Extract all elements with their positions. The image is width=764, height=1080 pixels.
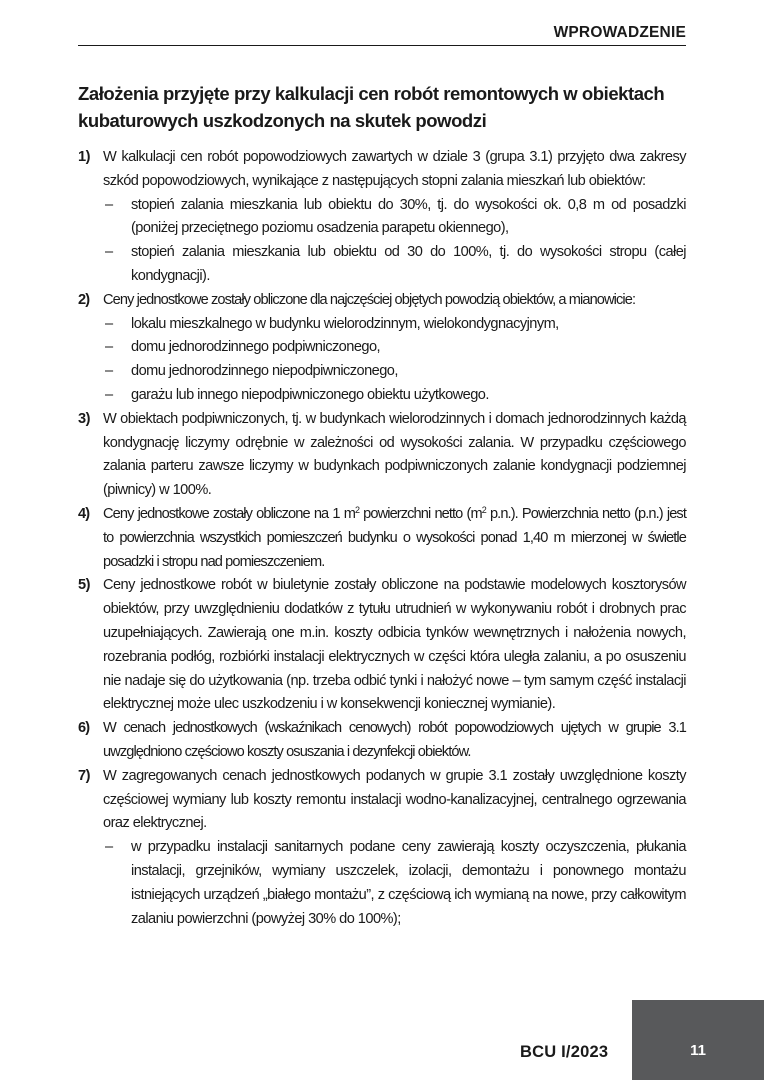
sub-item (78, 336, 686, 360)
item-number: 5) (78, 577, 90, 594)
item-number: 6) (78, 720, 90, 737)
page-number-box (632, 1000, 764, 1080)
sub-item-text: stopień zalania mieszkania lub obiektu od 30 do 100%, tj. do wysokości stropu (całej kondygnacji). (131, 244, 686, 284)
sub-item (78, 360, 686, 384)
dash-bullet: – (105, 339, 113, 356)
superscript: 2 (481, 504, 486, 515)
item-text: W kalkulacji cen robót popowodziowych zawartych w dziale 3 (grupa 3.1) przyjęto dwa zakresy szkód popowodziowych, wynikające z następujących stopni zalania mieszkań lub obiektów: (103, 149, 686, 189)
item-text: Ceny jednostkowe zostały obliczone dla najczęściej objętych powodzią obiektów, a mianowicie: (103, 291, 636, 308)
list-item-5 (78, 574, 686, 717)
content-list (78, 146, 686, 931)
sub-item-text: domu jednorodzinnego niepodpiwniczonego, (131, 363, 398, 380)
sub-item (78, 194, 686, 242)
item-number: 7) (78, 767, 90, 784)
list-item-2 (78, 289, 686, 313)
dash-bullet: – (105, 363, 113, 380)
list-item-3 (78, 408, 686, 503)
dash-bullet: – (105, 244, 113, 261)
item-text: W obiektach podpiwniczonych, tj. w budynkach wielorodzinnych i domach jednorodzinnych każdą kondygnację liczymy odrębnie w zależności od wysokości zalania. W przypadku częściowego zalania parteru zawsze liczymy w budynkach podpiwniczonych zalanie kondygnacji podziemnej (piwnicy) w 100%. (103, 410, 686, 499)
sub-item-text: garażu lub innego niepodpiwniczonego obiektu użytkowego. (131, 386, 489, 403)
item-number: 4) (78, 505, 90, 522)
item-text (103, 503, 686, 574)
list-item-4 (78, 503, 686, 574)
list-item-1 (78, 146, 686, 194)
item-text: W cenach jednostkowych (wskaźnikach cenowych) robót popowodziowych ujętych w grupie 3.1 uwzględniono częściowo koszty osuszania i dezynfekcji obiektów. (103, 720, 686, 760)
item-number: 3) (78, 410, 90, 427)
item-number: 1) (78, 149, 90, 165)
list-item-7 (78, 765, 686, 836)
sub-item (78, 384, 686, 408)
sub-item (78, 241, 686, 289)
item-text-part: p.n.). Powierzchnia netto (p.n.) jest to powierzchnia wszystkich pomieszczeń budynku o wysokości ponad 1,40 m mierzonej w świetle posadzki i stropu nad pomieszczeniem. (103, 505, 686, 570)
dash-bullet: – (105, 196, 113, 213)
list-item-6 (78, 717, 686, 765)
item-text: Ceny jednostkowe robót w biuletynie zostały obliczone na podstawie modelowych kosztorysów obiektów, przy uwzględnieniu dodatków z tytułu utrudnień w wykonywaniu robót i drobnych prac uzupełniających. Zawierają one m.in. koszty odbicia tynków wewnętrznych i nałożenia nowych, rozebrania podłóg, rozbiórki instalacji elektrycznych w części która uległa zalaniu, a po osuszeniu nie nadaje się do użytkowania (np. trzeba odbić tynki i nałożyć nowe – tym samym część instalacji elektrycznej może ulec uszkodzeniu i w konsekwencji koniecznej wymianie). (103, 577, 686, 713)
sub-item (78, 313, 686, 337)
item-number: 2) (78, 291, 90, 308)
header-rule (78, 45, 686, 46)
sub-item-text: domu jednorodzinnego podpiwniczonego, (131, 339, 381, 356)
sub-item-text: w przypadku instalacji sanitarnych podane ceny zawierają koszty oczyszczenia, płukania instalacji, grzejników, wymiany uszczelek, izolacji, demontażu i ponownego montażu istniejących urządzeń „białego montażu”, z częściową ich wymianą na nowe, przy całkowitym zalaniu powierzchni (powyżej 30% do 100%); (131, 839, 686, 927)
publication-label: BCU I/2023 (520, 1043, 609, 1061)
sub-item (78, 836, 686, 931)
page-number: 11 (690, 1042, 706, 1059)
dash-bullet: – (105, 315, 113, 332)
superscript: 2 (354, 504, 360, 515)
dash-bullet: – (105, 839, 113, 856)
item-text: W zagregowanych cenach jednostkowych podanych w grupie 3.1 zostały uwzględnione koszty częściowej wymiany lub koszty remontu instalacji wodno-kanalizacyjnej, centralnego ogrzewania oraz elektrycznej. (103, 767, 686, 832)
item-text-part: Ceny jednostkowe zostały obliczone na 1 m (103, 505, 355, 522)
sub-item-text: stopień zalania mieszkania lub obiektu do 30%, tj. do wysokości ok. 0,8 m od posadzki (poniżej przeciętnego poziomu osadzenia parapetu okiennego), (131, 196, 686, 237)
page-title: Założenia przyjęte przy kalkulacji cen robót remontowych w obiektach kubaturowych uszkodzonych na skutek powodzi (78, 83, 665, 131)
section-header: WPROWADZENIE (553, 24, 686, 41)
item-text-part: powierzchni netto (m (359, 505, 482, 522)
dash-bullet: – (105, 386, 113, 403)
sub-item-text: lokalu mieszkalnego w budynku wielorodzinnym, wielokondygnacyjnym, (131, 315, 559, 332)
